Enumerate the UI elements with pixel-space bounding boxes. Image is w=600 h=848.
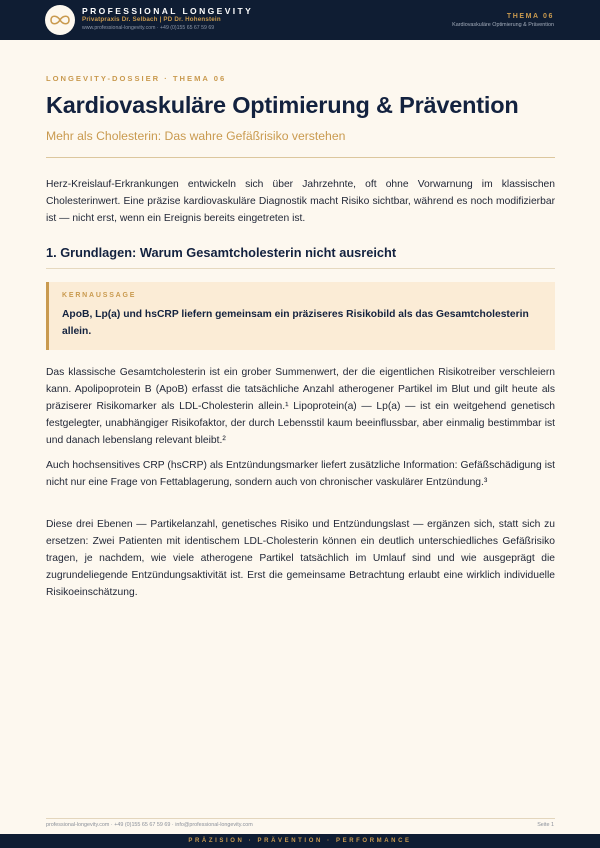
logo xyxy=(45,5,75,35)
theme-title: Kardiovaskuläre Optimierung & Prävention xyxy=(452,22,554,28)
page-number: Seite 1 xyxy=(537,822,554,828)
page-header xyxy=(0,0,600,40)
body-paragraph: Das klassische Gesamtcholesterin ist ein grober Summenwert, der die eigentlichen Risikotreiber verschleiern kann. Apolipoprotein B (ApoB) erfasst die tatsächliche Anzahl atherogener Partikel im Blut und gilt heute als präziserer Risikomarker als LDL-Cholesterin allein.¹ Lipoprotein(a) — Lp(a) — ist ein weitgehend genetisch festgelegter, unabhängiger Risikofaktor, der durch Lebensstil kaum beeinflussbar, aber einmalig bestimmbar ist und danach lebenslang relevant bleibt.² xyxy=(46,367,555,446)
body-paragraph: Auch hochsensitives CRP (hsCRP) als Entzündungsmarker liefert zusätzliche Information: Gefäßschädigung ist nicht nur eine Frage von Fettablagerung, sondern auch von chronischer vaskulärer Entzündung.³ xyxy=(46,460,555,488)
theme-number: THEMA 06 xyxy=(506,13,554,20)
tagline: PRÄZISION · PRÄVENTION · PERFORMANCE xyxy=(188,838,412,844)
brand-subtitle: Privatpraxis Dr. Selbach | PD Dr. Hohenstein xyxy=(82,16,221,23)
theme-block xyxy=(452,12,554,29)
footer-divider xyxy=(46,818,555,819)
section-divider xyxy=(46,268,555,269)
footer-bar xyxy=(0,834,600,848)
footer-contact: professional-longevity.com · +49 (0)155 65 67 59 69 · info@professional-longevity.com xyxy=(46,822,253,828)
intro-paragraph: Herz-Kreislauf-Erkrankungen entwickeln sich über Jahrzehnte, oft ohne Vorwarnung im klassischen Cholesterinwert. Eine präzise kardiovaskuläre Diagnostik macht Risiko sichtbar, während es noch modifizierbar ist — nicht erst, wenn ein Ereignis bereits eingetreten ist. xyxy=(46,179,555,224)
brand-contact: www.professional-longevity.com · +49 (0)155 65 67 59 69 xyxy=(82,25,215,31)
brand-name: PROFESSIONAL LONGEVITY xyxy=(82,6,254,16)
page-title: Kardiovaskuläre Optimierung & Prävention xyxy=(46,92,519,118)
callout-label: KERNAUSSAGE xyxy=(62,292,137,299)
title-divider xyxy=(46,157,555,158)
callout-text: ApoB, Lp(a) und hsCRP liefern gemeinsam ein präziseres Risikobild als das Gesamtcholesterin allein. xyxy=(62,309,529,337)
kicker: LONGEVITY-DOSSIER · THEMA 06 xyxy=(46,74,227,83)
section-heading: 1. Grundlagen: Warum Gesamtcholesterin nicht ausreicht xyxy=(46,245,397,260)
infinity-icon xyxy=(49,14,71,26)
brand-block xyxy=(82,6,253,32)
key-message-callout xyxy=(46,282,555,350)
page-subtitle: Mehr als Cholesterin: Das wahre Gefäßrisiko verstehen xyxy=(46,129,346,143)
body-paragraph: Diese drei Ebenen — Partikelanzahl, genetisches Risiko und Entzündungslast — ergänzen sich, statt sich zu ersetzen: Zwei Patienten mit identischem LDL-Cholesterin können ein deutlich unterschiedliches Gefäßrisiko tragen, je nachdem, wie viele atherogene Partikel tatsächlich im Umlauf sind und wie ausgeprägt die zugrundeliegende Entzündungsaktivität ist. Erst die gemeinsame Betrachtung erlaubt eine wirklich individuelle Risikoeinschätzung. xyxy=(46,519,555,598)
